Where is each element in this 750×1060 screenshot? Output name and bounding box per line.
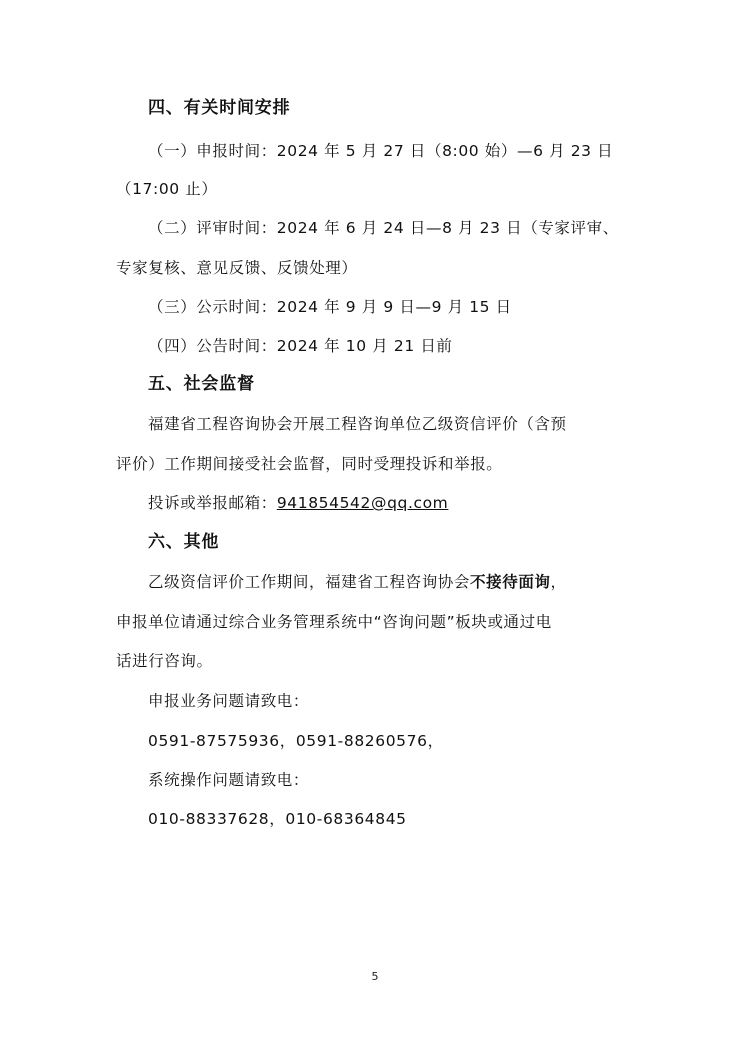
section-heading-supervision: 五、社会监督	[148, 374, 255, 394]
page-number: 5	[371, 970, 379, 983]
other-paragraph-line1	[148, 571, 668, 593]
other-paragraph-line3: 话进行咨询。	[116, 652, 213, 670]
other-paragraph-comma: ，	[550, 573, 567, 591]
schedule-item-application-line1: （一）申报时间：2024 年 5 月 27 日（8:00 始）—6 月 23 日	[148, 142, 614, 160]
section-heading-schedule: 四、有关时间安排	[148, 98, 291, 118]
other-paragraph-text: 乙级资信评价工作期间，福建省工程咨询协会	[148, 573, 471, 591]
schedule-item-review-line1: （二）评审时间：2024 年 6 月 24 日—8 月 23 日（专家评审、	[148, 219, 619, 237]
section-heading-other: 六、其他	[148, 532, 220, 552]
supervision-paragraph-line1: 福建省工程咨询协会开展工程咨询单位乙级资信评价（含预	[148, 415, 567, 433]
complaint-email-row	[148, 492, 668, 514]
business-inquiry-phones: 0591-87575936，0591-88260576，	[148, 732, 444, 750]
schedule-item-publicity: （三）公示时间：2024 年 9 月 9 日—9 月 15 日	[148, 298, 512, 316]
supervision-paragraph-line2: 评价）工作期间接受社会监督，同时受理投诉和举报。	[116, 455, 503, 473]
business-inquiry-label: 申报业务问题请致电：	[148, 692, 310, 710]
system-inquiry-phones: 010-88337628，010-68364845	[148, 810, 407, 828]
other-paragraph-line2: 申报单位请通过综合业务管理系统中“咨询问题”板块或通过电	[116, 613, 552, 631]
system-inquiry-label: 系统操作问题请致电：	[148, 771, 310, 789]
complaint-email-label: 投诉或举报邮箱：	[148, 494, 277, 512]
no-in-person-inquiry-text: 不接待面询	[470, 573, 551, 591]
schedule-item-announcement: （四）公告时间：2024 年 10 月 21 日前	[148, 337, 453, 355]
schedule-item-review-line2: 专家复核、意见反馈、反馈处理）	[116, 259, 358, 277]
schedule-item-application-line2: （17:00 止）	[116, 180, 218, 198]
complaint-email-link[interactable]: 941854542@qq.com	[276, 494, 449, 512]
